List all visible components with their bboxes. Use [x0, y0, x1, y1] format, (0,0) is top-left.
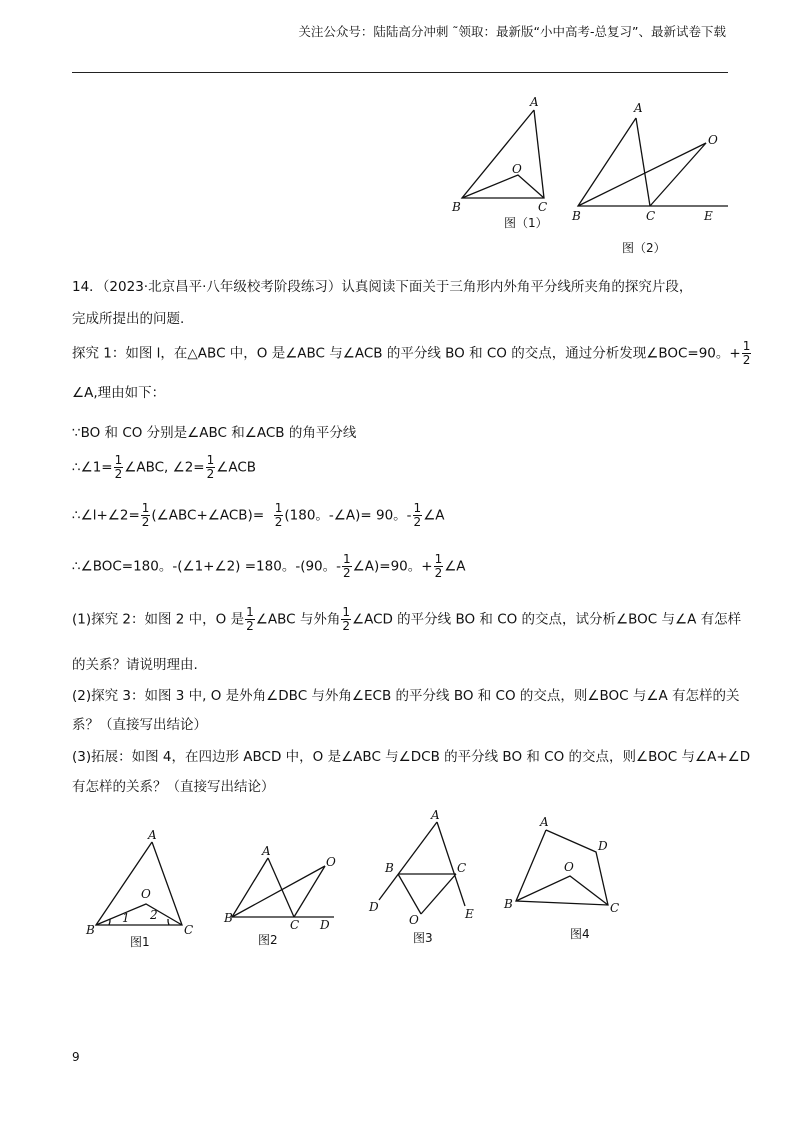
top-figure-2 — [568, 98, 738, 263]
fraction-half: $\frac{1}{2}$ — [206, 453, 215, 481]
label-A: A — [540, 815, 549, 829]
label-A: A — [530, 95, 539, 109]
fraction-half: $\frac{1}{2}$ — [742, 339, 751, 367]
label-E: E — [465, 907, 474, 921]
label-A: A — [634, 101, 643, 115]
figure-caption: 图（1） — [504, 216, 548, 230]
question3-line1: (3)拓展：如图 4，在四边形 ABCD 中，O 是∠ABC 与∠DCB 的平分线 BO 和 CO 的交点，则∠BOC 与∠A+∠D — [72, 749, 751, 765]
explore1-text: 探究 1：如图 l，在△ABC 中，O 是∠ABC 与∠ACB 的平分线 BO 和 CO 的交点，通过分析发现∠BOC=90。+ — [72, 345, 741, 362]
explore1-line — [72, 340, 752, 367]
problem-intro-line1: 14．（2023·北京昌平·八年级校考阶段练习）认真阅读下面关于三角形内外角平分线所夹角的探究片段， — [72, 279, 693, 295]
label-A: A — [148, 828, 157, 842]
page-number: 9 — [72, 1050, 80, 1064]
label-C: C — [457, 861, 467, 875]
label-angle1: 1 — [122, 911, 130, 925]
top-figure-1 — [440, 95, 570, 235]
page-header: 关注公众号：陆陆高分冲刺 ˜领取：最新版“小中高考-总复习”、最新试卷下载 — [298, 24, 726, 39]
label-E: E — [704, 209, 713, 223]
figure-caption: 图1 — [130, 935, 150, 949]
label-D: D — [320, 918, 330, 932]
label-B: B — [224, 911, 233, 925]
label-O: O — [708, 133, 718, 147]
step3-line: ∴∠BOC=180。-(∠1+∠2) =180。-(90。- $\frac{1}{2}$ ∠A)=90。+ $\frac{1}{2}$ ∠A — [72, 552, 466, 580]
label-A: A — [431, 808, 440, 822]
label-D: D — [369, 900, 379, 914]
question1-line1: (1)探究 2：如图 2 中，O 是 $\frac{1}{2}$ ∠ABC 与外角 $\frac{1}{2}$ ∠ACD 的平分线 BO 和 CO 的交点，试分析∠BOC 与∠A 有怎样 — [72, 605, 742, 633]
header-rule — [72, 72, 728, 73]
fraction-half: $\frac{1}{2}$ — [342, 605, 350, 633]
label-B: B — [86, 923, 95, 937]
question2-line2: 系？（直接写出结论） — [72, 717, 207, 733]
problem-intro-line2: 完成所提出的问题. — [72, 311, 185, 327]
fraction-half: $\frac{1}{2}$ — [246, 605, 254, 633]
figure-caption: 图2 — [258, 933, 278, 947]
figure-caption: 图（2） — [622, 241, 666, 255]
label-B: B — [572, 209, 581, 223]
label-D: D — [598, 839, 608, 853]
step1-line: ∴∠1= $\frac{1}{2}$ ∠ABC, ∠2= $\frac{1}{2}$ ∠ACB — [72, 453, 257, 481]
bottom-figure-1 — [82, 828, 202, 948]
label-C: C — [184, 923, 194, 937]
label-A: A — [262, 844, 271, 858]
label-C: C — [646, 209, 656, 223]
label-O: O — [409, 913, 419, 927]
question3-line2: 有怎样的关系？（直接写出结论） — [72, 779, 275, 795]
step2-line: ∴∠l+∠2= $\frac{1}{2}$ (∠ABC+∠ACB)= $\frac{1}{2}$ (180。-∠A)= 90。- $\frac{1}{2}$ ∠A — [72, 501, 445, 529]
label-O: O — [141, 887, 151, 901]
label-B: B — [385, 861, 394, 875]
bottom-figure-2 — [222, 840, 347, 950]
fraction-half: $\frac{1}{2}$ — [274, 501, 283, 529]
bottom-figure-4 — [500, 810, 630, 945]
bottom-figure-3 — [365, 808, 480, 948]
fraction-half: $\frac{1}{2}$ — [434, 552, 443, 580]
question1-line2: 的关系？请说明理由. — [72, 657, 198, 673]
label-O: O — [564, 860, 574, 874]
label-C: C — [538, 200, 548, 214]
figure-caption: 图4 — [570, 927, 590, 941]
fraction-half: $\frac{1}{2}$ — [343, 552, 351, 580]
fraction-half: $\frac{1}{2}$ — [114, 453, 123, 481]
label-C: C — [610, 901, 620, 915]
explore1-reason-line: ∠A,理由如下： — [72, 385, 166, 401]
label-B: B — [504, 897, 513, 911]
question2-line1: (2)探究 3：如图 3 中, O 是外角∠DBC 与外角∠ECB 的平分线 BO 和 CO 的交点，则∠BOC 与∠A 有怎样的关 — [72, 688, 740, 704]
label-O: O — [326, 855, 336, 869]
figure-caption: 图3 — [413, 931, 433, 945]
fraction-half: $\frac{1}{2}$ — [413, 501, 422, 529]
label-C: C — [290, 918, 300, 932]
label-B: B — [452, 200, 461, 214]
fraction-half: $\frac{1}{2}$ — [141, 501, 150, 529]
because-line: ∵BO 和 CO 分别是∠ABC 和∠ACB 的角平分线 — [72, 425, 357, 441]
label-angle2: 2 — [150, 908, 158, 922]
label-O: O — [512, 162, 522, 176]
